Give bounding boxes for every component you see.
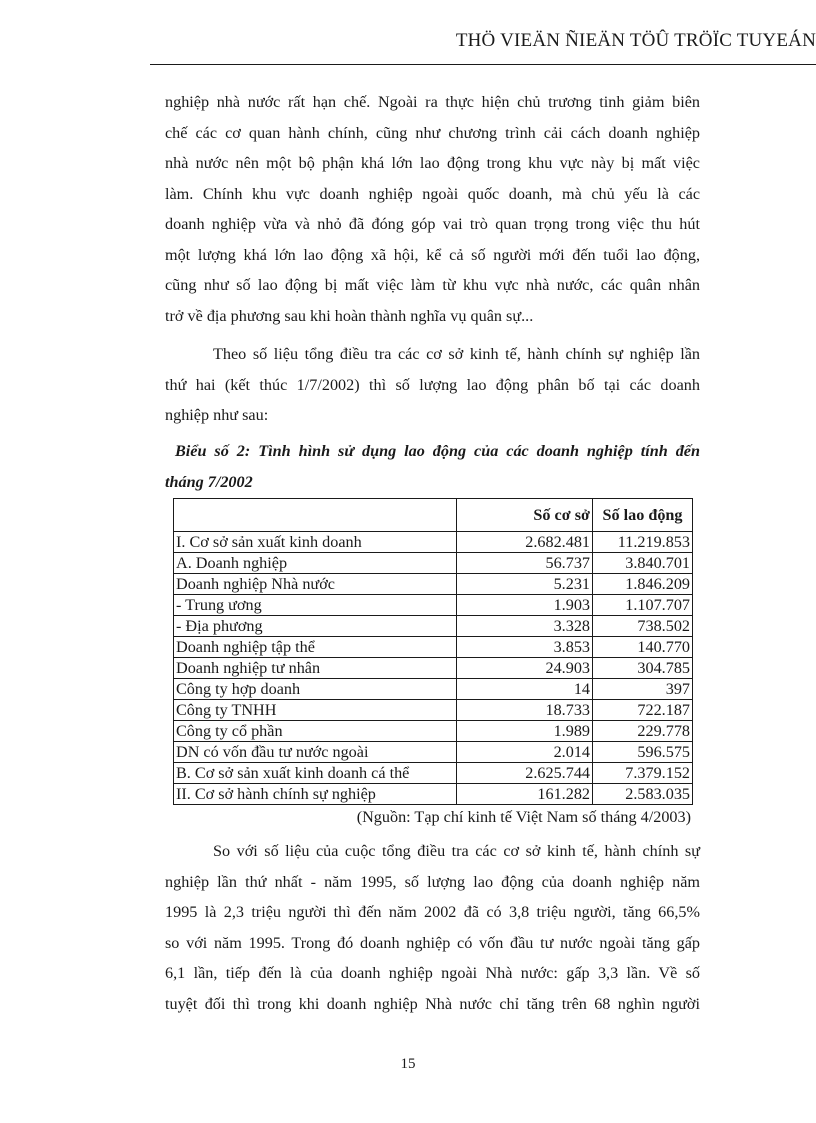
- row-label: A. Doanh nghiệp: [174, 553, 457, 574]
- table-row: [174, 532, 693, 553]
- table-row: [174, 679, 693, 700]
- row-label: II. Cơ sở hành chính sự nghiệp: [174, 784, 457, 805]
- row-establishments: 5.231: [457, 574, 593, 595]
- row-label: Công ty hợp doanh: [174, 679, 457, 700]
- caption-line-1: [165, 436, 700, 467]
- paragraph-3-line: So với số liệu của cuộc tổng điều tra các cơ sở kinh tế, hành chính sự: [213, 842, 700, 860]
- paragraph-3: [165, 836, 700, 1019]
- table-row: [174, 700, 693, 721]
- table-header-row: [174, 499, 693, 532]
- row-label: - Địa phương: [174, 616, 457, 637]
- row-workers: 7.379.152: [593, 763, 693, 784]
- row-establishments: 3.853: [457, 637, 593, 658]
- row-workers: 140.770: [593, 637, 693, 658]
- row-establishments: 56.737: [457, 553, 593, 574]
- row-establishments: 2.014: [457, 742, 593, 763]
- labor-table: [173, 498, 693, 805]
- table-row: [174, 658, 693, 679]
- table-row: [174, 742, 693, 763]
- paragraph-2-line: Theo số liệu tổng điều tra các cơ sở kinh tế, hành chính sự nghiệp lần: [213, 345, 700, 363]
- table-row: [174, 784, 693, 805]
- paragraph-3-line: tuyệt đối thì trong khi doanh nghiệp Nhà nước chỉ tăng trên 68 nghìn người: [165, 994, 700, 1013]
- row-label: Doanh nghiệp Nhà nước: [174, 574, 457, 595]
- caption-line-2: tháng 7/2002: [165, 472, 253, 491]
- table-header-label: [174, 499, 457, 532]
- header-rule: [150, 64, 816, 65]
- paragraph-1-line: nhà nước nên một bộ phận khá lớn lao động trong khu vực này bị mất việc: [165, 154, 700, 172]
- caption-label: Biểu số 2: [175, 442, 245, 460]
- row-establishments: 1.989: [457, 721, 593, 742]
- paragraph-3-line: so với năm 1995. Trong đó doanh nghiệp có vốn đầu tư nước ngoài tăng gấp: [165, 933, 700, 952]
- row-workers: 1.846.209: [593, 574, 693, 595]
- row-workers: 304.785: [593, 658, 693, 679]
- row-workers: 596.575: [593, 742, 693, 763]
- row-label: Doanh nghiệp tư nhân: [174, 658, 457, 679]
- row-establishments: 18.733: [457, 700, 593, 721]
- paragraph-1-line: trở về địa phương sau khi hoàn thành nghĩa vụ quân sự...: [165, 306, 534, 325]
- row-label: Công ty TNHH: [174, 700, 457, 721]
- paragraph-3-line: 6,1 lần, tiếp đến là của doanh nghiệp ngoài Nhà nước: gấp 3,3 lần. Về số: [165, 964, 700, 982]
- row-workers: 397: [593, 679, 693, 700]
- paragraph-1-line: một lượng khá lớn lao động xã hội, kể cả số người mới đến tuổi lao động,: [165, 245, 700, 264]
- row-establishments: 2.625.744: [457, 763, 593, 784]
- paragraph-2-line: nghiệp như sau:: [165, 406, 269, 424]
- header-title: THÖ VIEÄN ÑIEÄN TÖÛ TRÖÏC TUYEÁN: [455, 30, 816, 51]
- row-establishments: 161.282: [457, 784, 593, 805]
- paragraph-1-line: cũng như số lao động bị mất việc làm từ khu vực nhà nước, các quân nhân: [165, 276, 700, 294]
- paragraph-3-line: 1995 là 2,3 triệu người thì đến năm 2002 đã có 3,8 triệu người, tăng 66,5%: [165, 903, 700, 921]
- row-workers: 738.502: [593, 616, 693, 637]
- paragraph-1-line: doanh nghiệp vừa và nhỏ đã đóng góp vai trò quan trọng trong việc thu hút: [165, 215, 700, 233]
- paragraph-1-line: nghiệp nhà nước rất hạn chế. Ngoài ra thực hiện chủ trương tinh giảm biên: [165, 93, 700, 111]
- row-establishments: 1.903: [457, 595, 593, 616]
- table-row: [174, 574, 693, 595]
- table-row: [174, 721, 693, 742]
- table-caption: [165, 436, 700, 497]
- row-label: B. Cơ sở sản xuất kinh doanh cá thể: [174, 763, 457, 784]
- table-row: [174, 553, 693, 574]
- table-row: [174, 595, 693, 616]
- row-label: - Trung ương: [174, 595, 457, 616]
- paragraph-2: [165, 339, 700, 431]
- row-establishments: 2.682.481: [457, 532, 593, 553]
- row-workers: 1.107.707: [593, 595, 693, 616]
- table-row: [174, 763, 693, 784]
- row-workers: 11.219.853: [593, 532, 693, 553]
- row-establishments: 24.903: [457, 658, 593, 679]
- paragraph-1: [165, 87, 700, 331]
- row-establishments: 14: [457, 679, 593, 700]
- table-row: [174, 616, 693, 637]
- row-workers: 3.840.701: [593, 553, 693, 574]
- row-label: Công ty cổ phần: [174, 721, 457, 742]
- row-establishments: 3.328: [457, 616, 593, 637]
- table-row: [174, 637, 693, 658]
- row-workers: 2.583.035: [593, 784, 693, 805]
- row-label: Doanh nghiệp tập thể: [174, 637, 457, 658]
- table-header-workers: Số lao động: [593, 499, 693, 532]
- paragraph-1-line: chế các cơ quan hành chính, cũng như chương trình cải cách doanh nghiệp: [165, 123, 700, 142]
- row-label: DN có vốn đầu tư nước ngoài: [174, 742, 457, 763]
- table-header-establishments: Số cơ sở: [457, 499, 593, 532]
- paragraph-1-line: làm. Chính khu vực doanh nghiệp ngoài quốc doanh, mà chủ yếu là các: [165, 184, 700, 203]
- table-source-note: (Nguồn: Tạp chí kinh tế Việt Nam số tháng 4/2003): [356, 808, 691, 826]
- page-number: 15: [400, 1056, 416, 1072]
- row-workers: 722.187: [593, 700, 693, 721]
- row-workers: 229.778: [593, 721, 693, 742]
- row-label: I. Cơ sở sản xuất kinh doanh: [174, 532, 457, 553]
- paragraph-2-line: thứ hai (kết thúc 1/7/2002) thì số lượng lao động phân bố tại các doanh: [165, 375, 700, 394]
- paragraph-3-line: nghiệp lần thứ nhất - năm 1995, số lượng lao động của doanh nghiệp năm: [165, 872, 700, 891]
- caption-text: : Tình hình sử dụng lao động của các doanh nghiệp tính đến: [244, 442, 700, 460]
